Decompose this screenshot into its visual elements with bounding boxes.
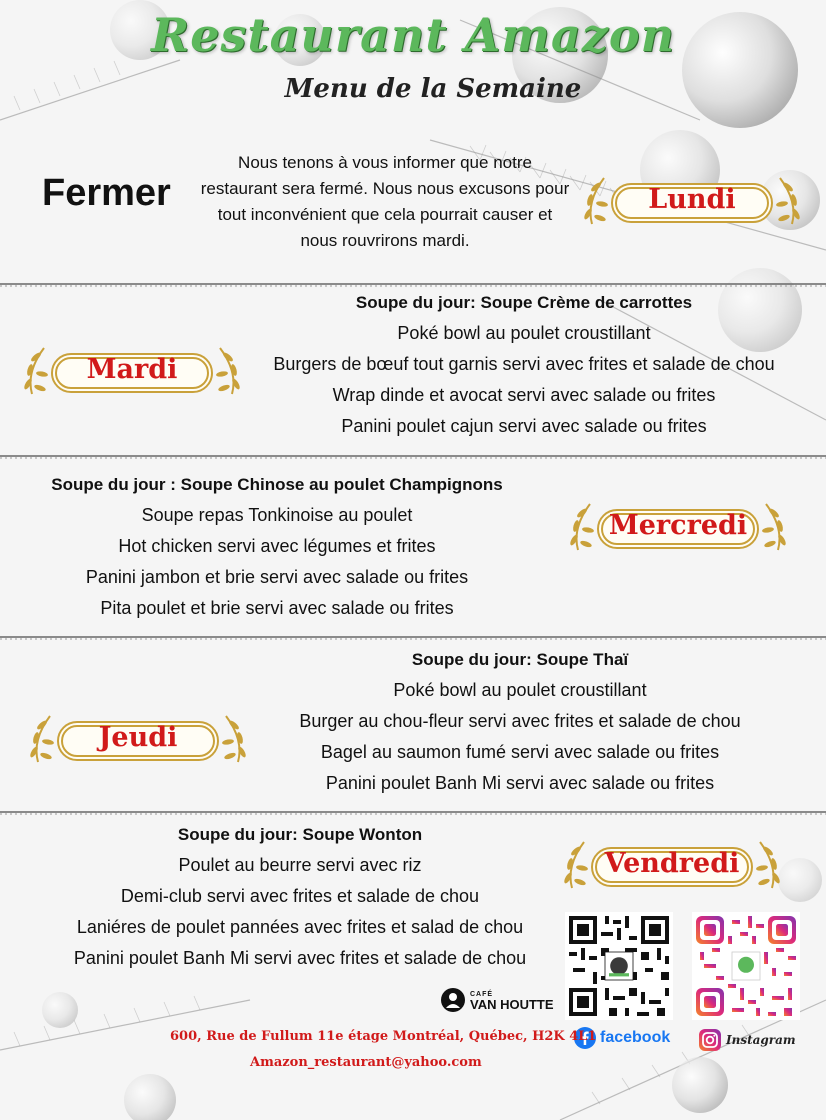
menu-item: Panini poulet Banh Mi servi avec salade ou frites xyxy=(325,773,715,793)
day-label-vendredi: Vendredi xyxy=(604,848,740,879)
menu-item: Poké bowl au poulet croustillant xyxy=(397,323,651,343)
section-divider xyxy=(0,281,826,287)
instagram-qr-code-icon[interactable] xyxy=(692,912,800,1020)
menu-jeudi xyxy=(270,645,770,799)
cafe-small-label: CAFÉ xyxy=(470,991,494,998)
soup-of-the-day: Soupe du jour: Soupe Wonton xyxy=(177,825,423,844)
menu-mardi xyxy=(246,288,802,442)
menu-item: Panini poulet cajun servi avec salade ou frites xyxy=(341,416,707,436)
day-label-jeudi: Jeudi xyxy=(98,722,178,753)
section-divider xyxy=(0,634,826,640)
facebook-label: facebook xyxy=(600,1029,671,1046)
menu-item: Wrap dinde et avocat servi avec salade ou frites xyxy=(332,385,716,405)
van-houtte-logo-icon xyxy=(440,987,466,1013)
menu-subtitle: Menu de la Semaine xyxy=(284,74,582,104)
instagram-icon xyxy=(698,1028,722,1052)
menu-item: Soupe repas Tonkinoise au poulet xyxy=(141,505,413,525)
qr-code-icon xyxy=(692,912,800,1020)
instagram-label: Instagram xyxy=(726,1033,796,1047)
menu-item: Pita poulet et brie servi avec salade ou frites xyxy=(100,598,454,618)
menu-mercredi xyxy=(10,470,544,624)
instagram-link[interactable] xyxy=(698,1028,796,1052)
restaurant-email[interactable]: Amazon_restaurant@yahoo.com xyxy=(250,1055,482,1070)
menu-item: Poulet au beurre servi avec riz xyxy=(178,855,422,875)
day-badge-mercredi xyxy=(568,496,788,560)
day-badge-jeudi xyxy=(28,708,248,772)
section-divider xyxy=(0,453,826,459)
restaurant-title: Restaurant Amazon xyxy=(150,8,676,62)
menu-item: Laniéres de poulet pannées avec frites et salad de chou xyxy=(76,917,524,937)
day-badge-mardi xyxy=(22,340,242,404)
menu-item: Hot chicken servi avec légumes et frites xyxy=(118,536,436,556)
day-label-mercredi: Mercredi xyxy=(608,510,748,541)
soup-of-the-day: Soupe du jour: Soupe Crème de carrottes xyxy=(355,293,693,312)
closed-message: Nous tenons à vous informer que notre restaurant sera fermé. Nous nous excusons pour tout inconvénient que cela pourrait causer et nous rouvrirons mardi. xyxy=(200,153,570,250)
soup-of-the-day: Soupe du jour : Soupe Chinose au poulet Champignons xyxy=(51,475,503,494)
day-badge-lundi xyxy=(582,170,802,234)
facebook-qr-code-icon[interactable] xyxy=(565,912,673,1020)
menu-item: Bagel au saumon fumé servi avec salade ou frites xyxy=(320,742,720,762)
menu-item: Panini jambon et brie servi avec salade ou frites xyxy=(85,567,469,587)
menu-vendredi xyxy=(40,820,560,974)
restaurant-address: 600, Rue de Fullum 11e étage Montréal, Québec, H2K 4L1 xyxy=(170,1029,597,1044)
day-label-lundi: Lundi xyxy=(648,184,736,215)
closed-heading: Fermer xyxy=(42,172,171,214)
cafe-name: VAN HOUTTE xyxy=(470,997,554,1012)
qr-code-icon xyxy=(565,912,673,1020)
day-badge-vendredi xyxy=(562,834,782,898)
menu-item: Poké bowl au poulet croustillant xyxy=(393,680,647,700)
menu-item: Panini poulet Banh Mi servi avec frites et salade de chou xyxy=(73,948,527,968)
day-label-mardi: Mardi xyxy=(86,354,178,385)
van-houtte-logo xyxy=(440,987,554,1013)
menu-item: Demi-club servi avec frites et salade de chou xyxy=(120,886,480,906)
menu-item: Burger au chou-fleur servi avec frites et salade de chou xyxy=(299,711,741,731)
section-divider xyxy=(0,809,826,815)
soup-of-the-day: Soupe du jour: Soupe Thaï xyxy=(411,650,629,669)
menu-item: Burgers de bœuf tout garnis servi avec frites et salade de chou xyxy=(273,354,775,374)
